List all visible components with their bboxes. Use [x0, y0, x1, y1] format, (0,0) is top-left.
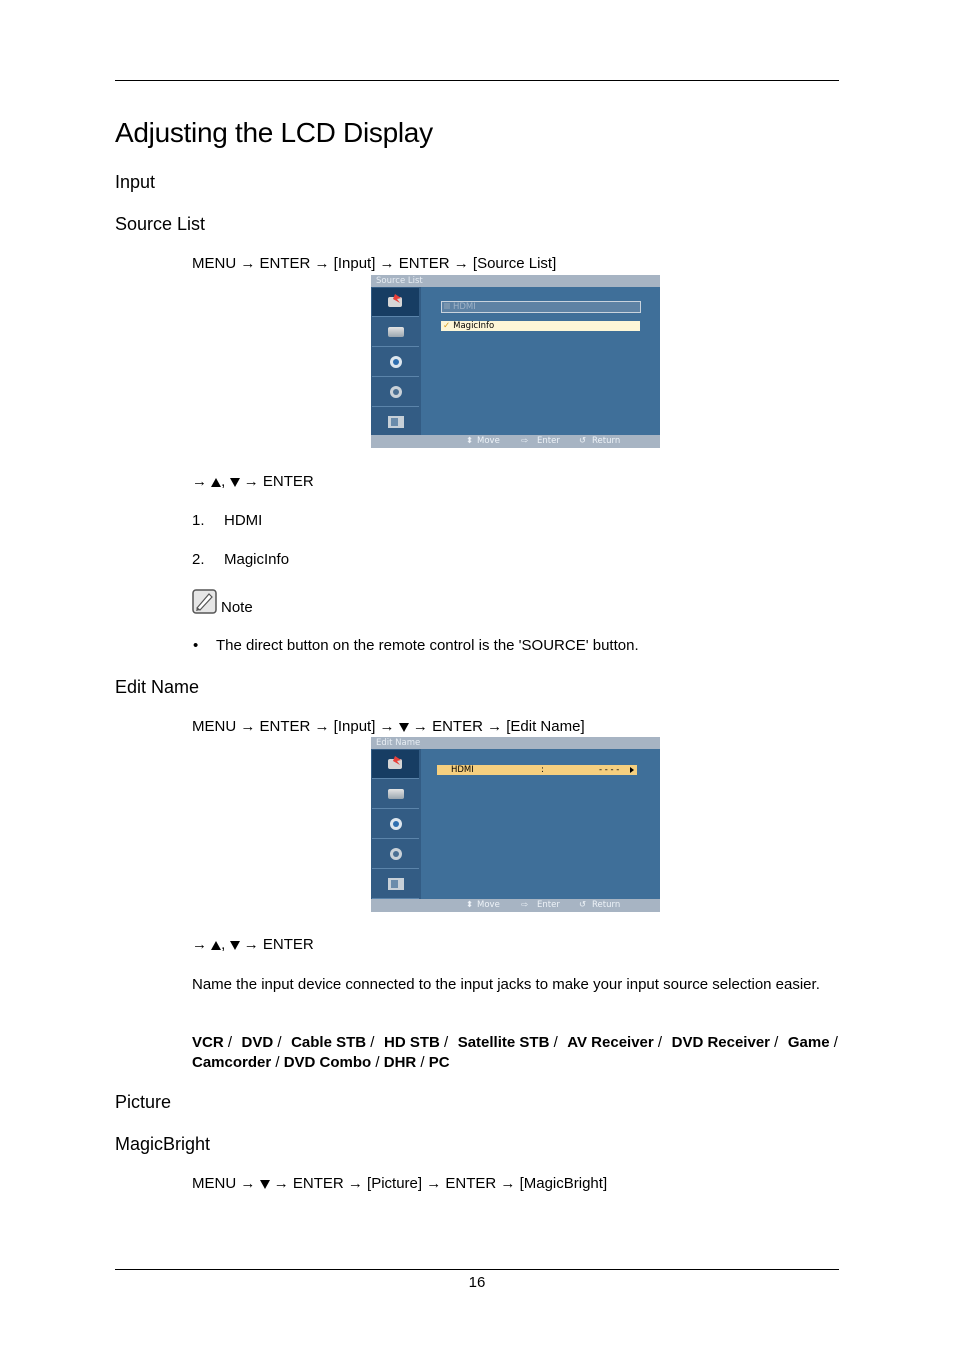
note-text: The direct button on the remote control is the 'SOURCE' button. — [216, 637, 639, 654]
osd-bottom-bar — [371, 899, 660, 912]
magicbright-heading: MagicBright — [115, 1134, 211, 1154]
device-item: AV Receiver / — [567, 1034, 667, 1051]
path-text: ] — [580, 718, 585, 735]
page-number: 16 — [468, 1274, 486, 1291]
nav-comma: , — [221, 936, 226, 953]
edit-name-description: Name the input device connected to the input jacks to make your input source selection easier. — [192, 976, 820, 993]
osd-row-label: HDMI — [451, 765, 474, 775]
device-item: DHR / — [383, 1054, 429, 1071]
path-text: MENU → ENTER → [ — [192, 255, 338, 272]
osd-hdmi-row — [437, 765, 637, 775]
device-item: DVD Receiver / — [671, 1034, 783, 1051]
osd-picture-icon — [372, 318, 419, 347]
path-text: ] → ENTER → [ — [417, 1175, 524, 1192]
up-arrow-icon — [211, 478, 221, 487]
bottom-rule — [115, 1269, 839, 1270]
page-title: Adjusting the LCD Display — [115, 117, 433, 148]
enter-icon: ⇨ — [521, 436, 529, 446]
edit-name-menu-path — [192, 718, 585, 735]
osd-sound-icon — [372, 348, 419, 377]
device-item: Cable STB / — [291, 1034, 379, 1051]
list-number: 2. — [192, 551, 205, 568]
osd-row-sep: : — [541, 765, 544, 775]
osd-enter: Enter — [537, 436, 560, 446]
device-item: DVD Combo / — [283, 1054, 384, 1071]
list-label: MagicInfo — [224, 551, 290, 568]
note-label: Note — [221, 599, 253, 616]
osd-return: Return — [592, 900, 621, 910]
path-source-list: Source List — [477, 255, 553, 272]
section-heading-picture: Picture — [115, 1092, 172, 1112]
osd-setup-icon — [372, 378, 419, 407]
path-text: → ENTER → [ — [273, 1175, 372, 1192]
path-text: MENU → — [192, 1175, 256, 1192]
move-icon: ⬍ — [466, 900, 474, 910]
list-item — [192, 551, 290, 568]
path-text: ] → ENTER → [ — [371, 255, 478, 272]
osd-picture-icon — [372, 780, 419, 809]
path-text: MENU → ENTER → [ — [192, 718, 338, 735]
osd-sidebar — [371, 749, 421, 899]
osd-item-label: MagicInfo — [453, 321, 495, 331]
osd-input-icon — [372, 750, 419, 779]
nav-arrow: → — [192, 473, 207, 490]
source-list-heading: Source List — [115, 214, 206, 234]
top-rule — [115, 80, 839, 81]
path-input: Input — [337, 718, 372, 735]
down-arrow-icon — [230, 941, 240, 950]
nav-arrow: → — [192, 936, 207, 953]
device-item: Camcorder / — [192, 1054, 284, 1071]
osd-row-value: - - - - — [599, 765, 620, 775]
edit-name-nav — [192, 936, 314, 953]
device-item: PC — [428, 1054, 450, 1071]
list-number: 1. — [192, 512, 205, 529]
device-line-1 — [192, 1033, 838, 1053]
osd-move: Move — [477, 436, 500, 446]
path-picture: Picture — [371, 1175, 418, 1192]
nav-enter: → ENTER — [243, 473, 314, 490]
osd-item-magicinfo — [441, 321, 640, 331]
osd-item-hdmi — [441, 301, 641, 313]
down-arrow-icon — [230, 478, 240, 487]
magicbright-menu-path — [192, 1175, 607, 1192]
device-item: Satellite STB / — [457, 1034, 562, 1051]
list-item — [192, 512, 263, 529]
path-text: ] — [552, 255, 557, 272]
osd-item-label: HDMI — [453, 302, 476, 312]
down-arrow-icon — [399, 723, 409, 732]
list-label: HDMI — [224, 512, 263, 529]
osd-setup-icon — [372, 840, 419, 869]
osd-bottom-bar — [371, 435, 660, 448]
return-icon: ↺ — [579, 436, 587, 446]
osd-source-list-screenshot — [371, 275, 660, 448]
checkbox-icon — [444, 303, 450, 309]
move-icon: ⬍ — [466, 436, 474, 446]
path-text: → ENTER → [ — [412, 718, 511, 735]
osd-move: Move — [477, 900, 500, 910]
osd-multi-icon — [372, 870, 419, 899]
path-edit-name: Edit Name — [510, 718, 581, 735]
nav-comma: , — [221, 473, 226, 490]
down-arrow-icon — [260, 1180, 270, 1189]
checkmark-icon: ✓ — [443, 321, 451, 331]
note-bullet: • — [193, 637, 199, 654]
osd-edit-name-screenshot — [371, 737, 660, 912]
osd-title: Edit Name — [371, 737, 660, 749]
source-list-nav — [192, 473, 314, 490]
source-list-menu-path — [192, 255, 556, 272]
osd-multi-icon — [372, 408, 419, 437]
osd-return: Return — [592, 436, 621, 446]
osd-sidebar — [371, 287, 421, 435]
device-item: Game / — [787, 1034, 838, 1051]
path-magicbright: MagicBright — [523, 1175, 603, 1192]
path-text: ] — [602, 1175, 608, 1192]
path-text: ] → — [371, 718, 395, 735]
device-item: VCR / — [192, 1034, 237, 1051]
up-arrow-icon — [211, 941, 221, 950]
device-item: DVD / — [241, 1034, 286, 1051]
osd-title: Source List — [371, 275, 660, 287]
edit-name-heading: Edit Name — [115, 677, 200, 697]
osd-sound-icon — [372, 810, 419, 839]
path-input: Input — [337, 255, 372, 272]
device-line-2 — [192, 1053, 838, 1073]
device-list — [192, 1033, 838, 1073]
note-icon — [192, 589, 217, 619]
osd-input-icon — [372, 288, 419, 317]
return-icon: ↺ — [579, 900, 587, 910]
enter-icon: ⇨ — [521, 900, 529, 910]
osd-enter: Enter — [537, 900, 560, 910]
right-arrow-icon — [630, 767, 634, 773]
device-item: HD STB / — [383, 1034, 453, 1051]
section-heading-input: Input — [115, 172, 156, 192]
nav-enter: → ENTER — [243, 936, 314, 953]
